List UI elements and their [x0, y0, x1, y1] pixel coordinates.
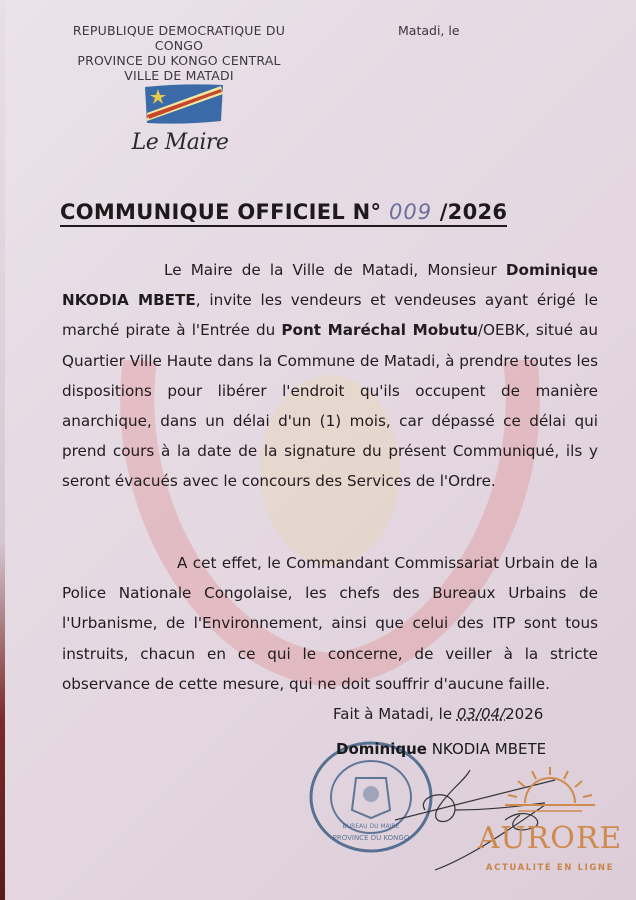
handwritten-date: 03/04/ — [456, 705, 506, 723]
svg-text:BUREAU DU MAIRE: BUREAU DU MAIRE — [342, 823, 400, 830]
place-date — [333, 705, 543, 723]
title-number: 009 — [388, 200, 433, 224]
paragraph-1 — [62, 255, 598, 497]
svg-text:PROVINCE DU KONGO: PROVINCE DU KONGO — [332, 834, 410, 842]
date-year: 2026 — [505, 705, 544, 723]
communique-title — [60, 200, 507, 227]
letterhead-country: REPUBLIQUE DEMOCRATIQUE DU CONGO — [72, 23, 286, 53]
p1-text-3: /OEBK, situé au Quartier Ville Haute dans la Commune de Matadi, à prendre toutes les dispositions pour libérer l'endroit qu'ils occupent de manière anarchique, dans un délai d'un (1) mois, car dépassé ce délai qui prend cours à la date de la signature du présent Communiqué, ils y seront évacués avec le concours des Services de l'Ordre. — [62, 321, 599, 491]
p1-text-1: Le Maire de la Ville de Matadi, Monsieur — [164, 261, 506, 279]
bridge-name: Pont Maréchal Mobutu — [281, 321, 478, 340]
mayor-office-label: Le Maire — [131, 130, 229, 155]
letterhead-city: VILLE DE MATADI — [124, 68, 234, 83]
aurore-brand: AURORE — [477, 821, 623, 856]
signer-name — [336, 740, 546, 758]
signer-last-name: NKODIA MBETE — [426, 740, 547, 758]
paragraph-2: A cet effet, le Commandant Commissariat Urbain de la Police Nationale Congolaise, les chefs des Bureaux Urbains de l'Urbanisme, de l'Environnement, ainsi que celui des ITP sont tous instruits, chacun en ce qui le concerne, de veiller à la stricte observance de cette mesure, qui ne doit souffrir d'aucune faille. — [62, 554, 598, 693]
p1-text-2: , invite les vendeurs et vendeuses ayant érigé le marché pirate à l'Entrée du — [62, 291, 598, 340]
date-header: Matadi, le — [398, 23, 460, 38]
drc-flag-icon — [143, 83, 225, 125]
place-date-label: Fait à Matadi, le — [333, 705, 457, 723]
title-prefix: COMMUNIQUE OFFICIEL N° — [60, 200, 382, 224]
title-suffix: /2026 — [439, 200, 508, 224]
mayor-name: Dominique NKODIA MBETE — [62, 261, 598, 310]
letterhead — [48, 23, 310, 83]
aurore-watermark-logo — [475, 765, 625, 890]
signer-first-name: Dominique — [336, 740, 427, 758]
letterhead-province: PROVINCE DU KONGO CENTRAL — [77, 53, 281, 68]
paper-edge — [0, 0, 5, 900]
sunrise-icon — [500, 765, 600, 815]
aurore-tagline: ACTUALITÉ EN LIGNE — [485, 863, 615, 873]
